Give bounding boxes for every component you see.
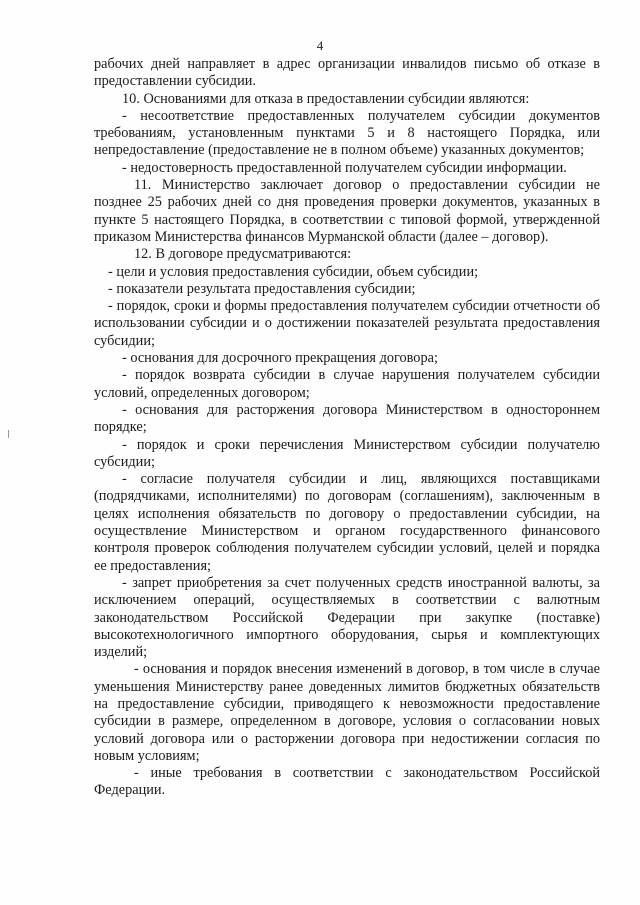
page-number: 4 — [316, 38, 324, 53]
list-item-indicators: - показатели результата предоставления субсидии; — [108, 280, 416, 297]
list-item-consent: - согласие получателя субсидии и лиц, являющихся поставщиками (подрядчиками, исполнителями) по договорам (соглашениям), заключенным в целях исполнения обязательств по договору о предоставлении субсидии, на осуществление Министерством и органом государственного финансового контроля проверок соблюдения получателем субсидии условий, целей и порядка ее предоставления; — [94, 471, 600, 574]
paragraph-item-10: 10. Основаниями для отказа в предоставлении субсидии являются: — [122, 90, 530, 107]
paragraph-item-11: 11. Министерство заключает договор о предоставлении субсидии не позднее 25 рабочих дней со дня проведения проверки документов, указанных в пункте 5 настоящего Порядка, в соответствии с типовой формой, утвержденной приказом Министерства финансов Мурманской области (далее – договор). — [94, 177, 600, 245]
list-item-early-termination: - основания для досрочного прекращения договора; — [122, 350, 438, 367]
document-body — [94, 56, 600, 800]
scan-mark — [8, 430, 9, 438]
list-item-refund: - порядок возврата субсидии в случае нарушения получателем субсидии условий, определенных договором; — [94, 367, 600, 401]
list-item-transfer-terms: - порядок и сроки перечисления Министерством субсидии получателю субсидии; — [94, 436, 600, 470]
paragraph-item-12: 12. В договоре предусматриваются: — [134, 246, 352, 263]
list-item-unreliable-info: - недостоверность предоставленной получателем субсидии информации. — [122, 159, 567, 176]
list-item-unilateral-termination: - основания для расторжения договора Министерством в одностороннем порядке; — [94, 401, 600, 436]
list-item-other-requirements: - иные требования в соответствии с законодательством Российской Федерации. — [94, 765, 600, 799]
list-item-mismatch: - несоответствие предоставленных получателем субсидии документов требованиям, установленным пунктами 5 и 8 настоящего Порядка, или непредоставление (предоставление не в полном объеме) указанных документов; — [94, 107, 600, 159]
list-item-amendments: - основания и порядок внесения изменений в договор, в том числе в случае уменьшения Министерству ранее доведенных лимитов бюджетных обязательств на предоставление субсидии, приводящего к невозможности предоставление субсидии в размере, определенном в договоре, условия о согласовании новых условий договора или о расторжении договора при недостижении согласия по новым условиям; — [94, 661, 600, 764]
list-item-currency-ban: - запрет приобретения за счет полученных средств иностранной валюты, за исключением операций, осуществляемых в соответствии с валютным законодательством Российской Федерации при закупке (поставке) высокотехнологичного импортного оборудования, сырья и комплектующих изделий; — [94, 574, 600, 661]
paragraph-continuation: рабочих дней направляет в адрес организации инвалидов письмо об отказе в предоставлении субсидии. — [94, 56, 600, 90]
list-item-goals: - цели и условия предоставления субсидии, объем субсидии; — [108, 263, 479, 280]
list-item-reporting: - порядок, сроки и формы предоставления получателем субсидии отчетности об использовании субсидии и о достижении показателей результата предоставления субсидии; — [94, 298, 600, 349]
